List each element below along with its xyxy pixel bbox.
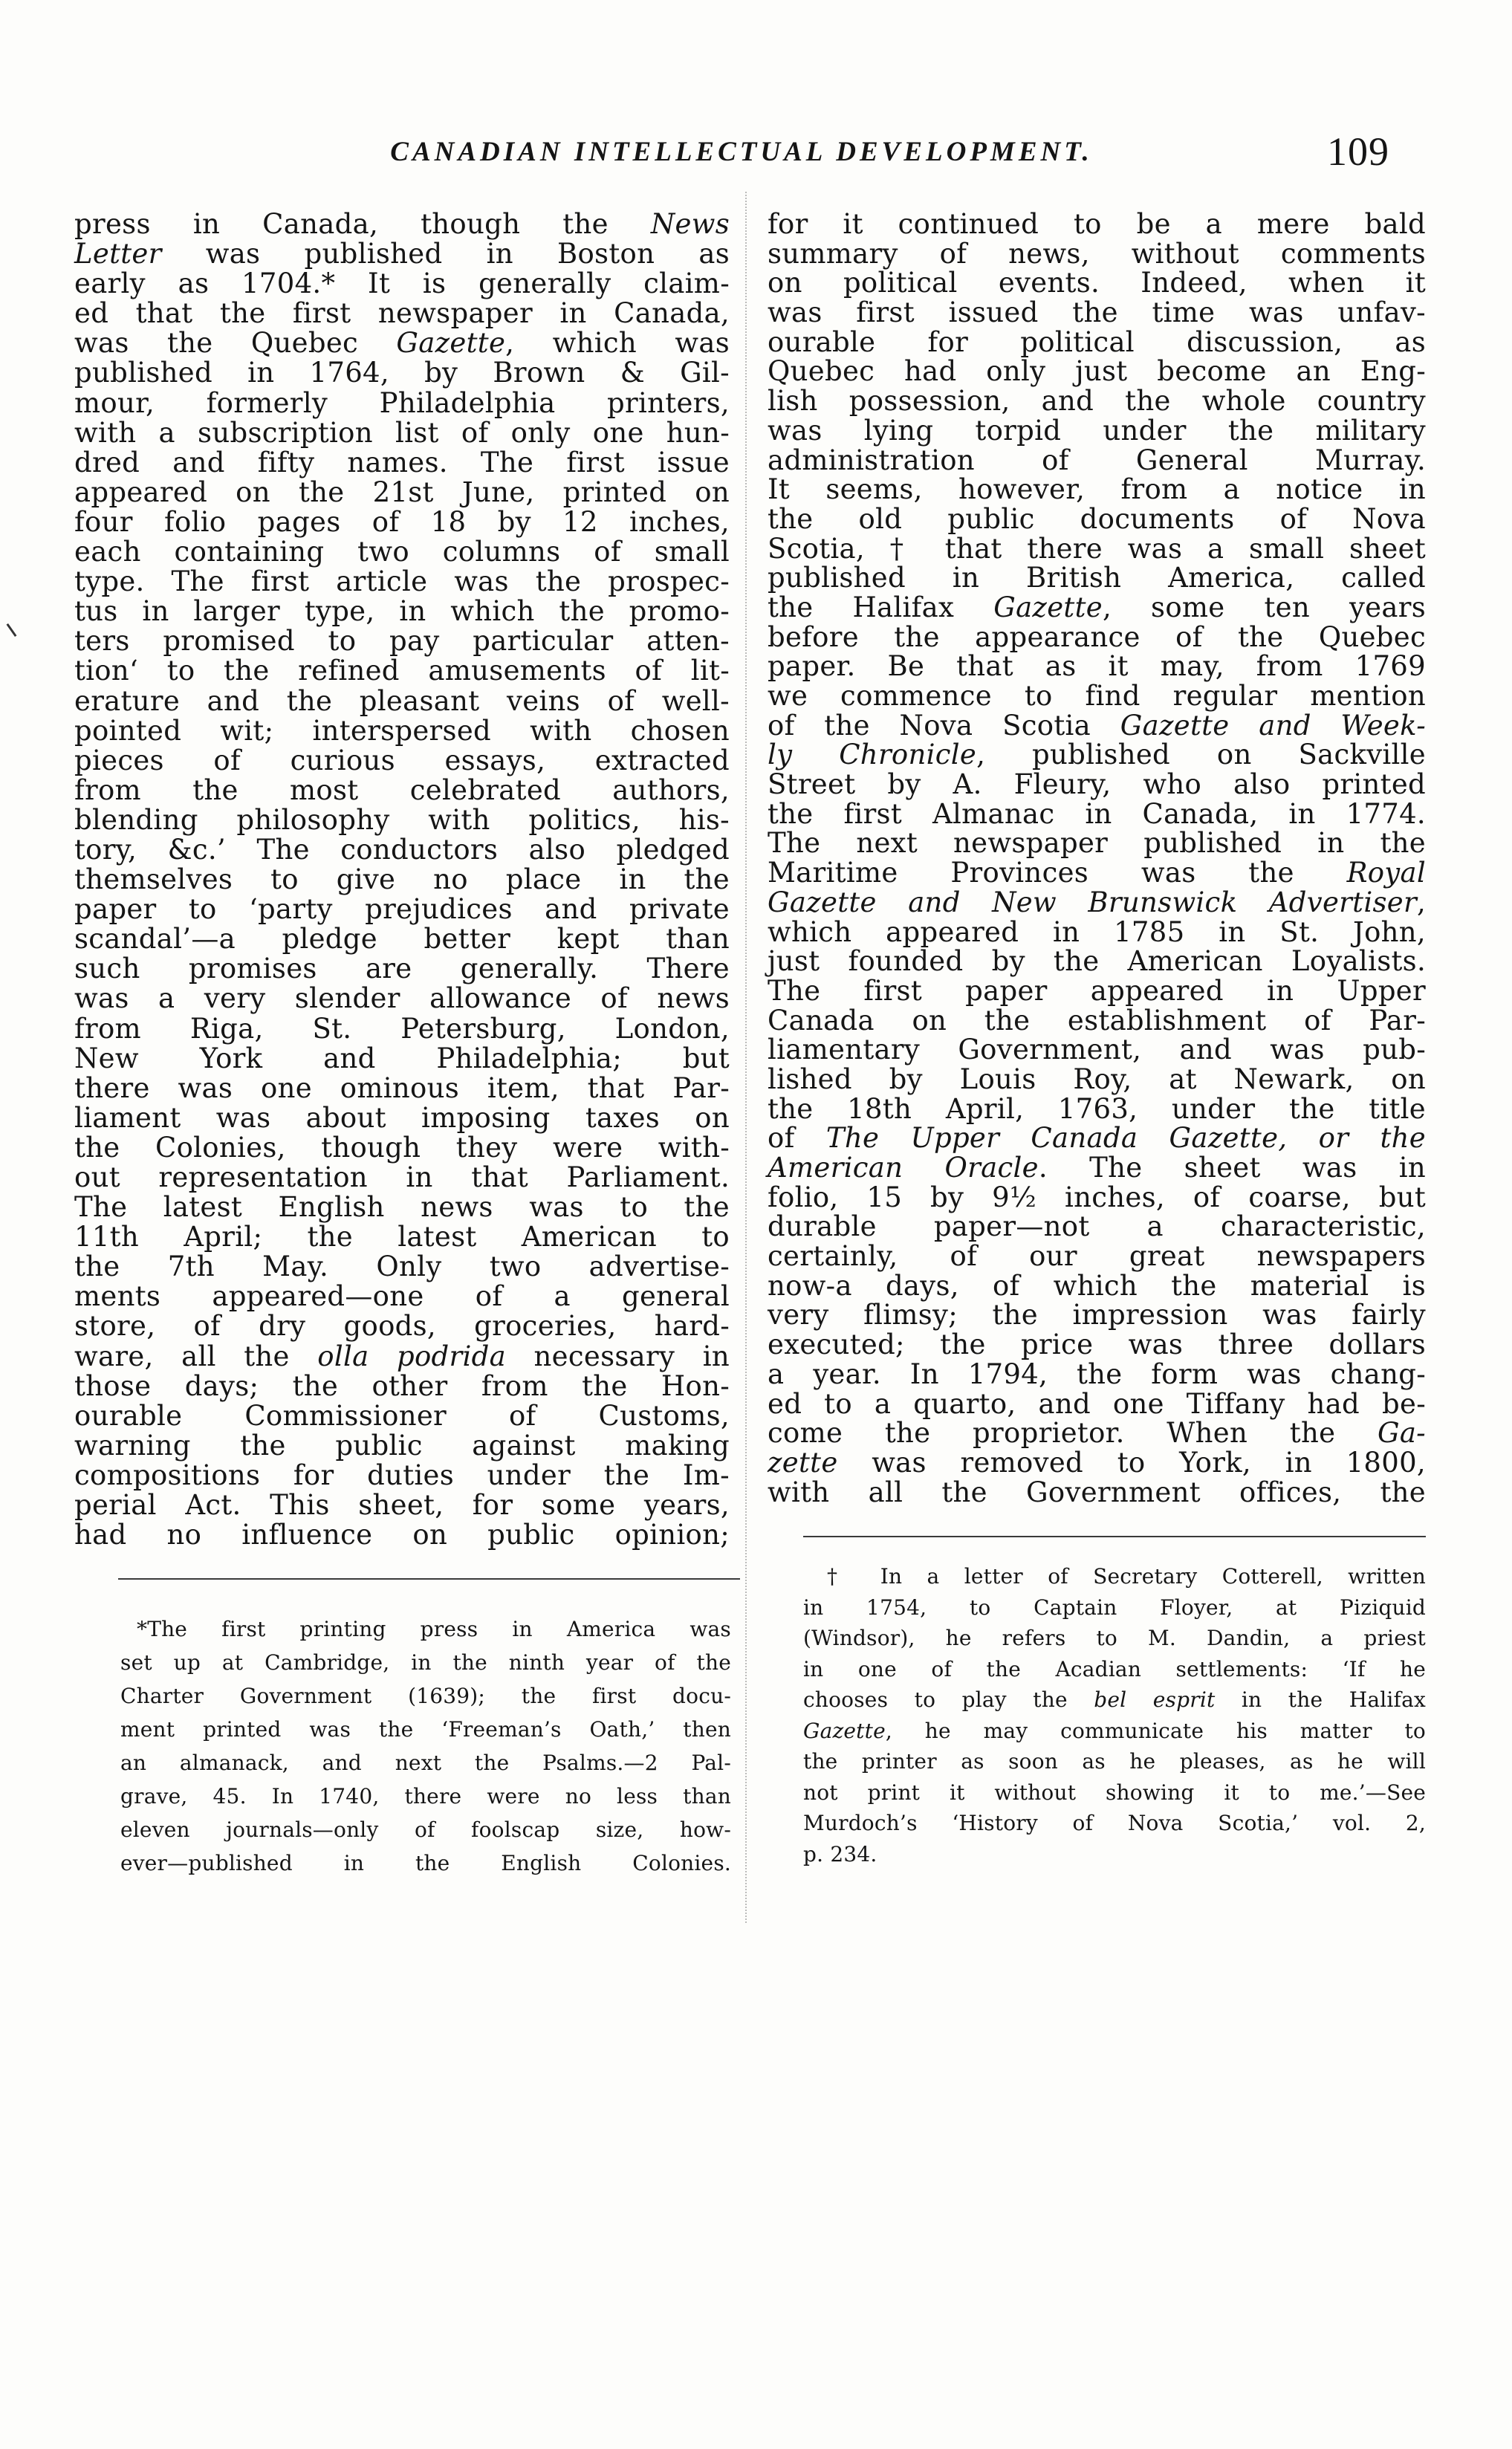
left-column-line: warning the public against making xyxy=(74,1429,730,1462)
right-column-line: was lying torpid under the military xyxy=(768,414,1426,447)
italic-text-run: American Oracle xyxy=(768,1152,1039,1184)
text-run: of the Nova Scotia xyxy=(768,709,1120,742)
text-run: necessary in xyxy=(506,1340,730,1372)
footnote-line: grave, 45. In 1740, there were no less than xyxy=(120,1784,731,1809)
text-run: , which was xyxy=(505,327,730,360)
text-run: come the proprietor. When the xyxy=(768,1417,1378,1450)
italic-text-run: Gazette xyxy=(993,591,1103,623)
right-column-line xyxy=(768,1153,1426,1183)
text-run: was the Quebec xyxy=(74,327,397,360)
text-run: press in Canada, though the xyxy=(74,208,651,240)
right-column-line: published in British America, called xyxy=(768,562,1426,594)
text-run: chooses to play the xyxy=(803,1687,1094,1712)
left-column-line: New York and Philadelphia; but xyxy=(74,1042,730,1074)
right-column-line xyxy=(768,740,1426,770)
footnote-line: the printer as soon as he pleases, as he will xyxy=(803,1749,1426,1774)
right-column-line: Canada on the establishment of Par- xyxy=(768,1004,1426,1037)
text-run: of xyxy=(768,1122,826,1155)
right-column-line: ourable for political discussion, as xyxy=(768,325,1426,358)
left-column-line: dred and fifty names. The first issue xyxy=(74,446,730,479)
right-column-line: with all the Government offices, the xyxy=(768,1476,1426,1508)
italic-text-run: Gazette xyxy=(803,1718,886,1743)
footnote-line: ever—published in the English Colonies. xyxy=(120,1851,731,1875)
left-column-line: from the most celebrated authors, xyxy=(74,773,730,806)
footnote-line: *The first printing press in America was xyxy=(137,1617,731,1641)
footnote-left xyxy=(120,1612,731,1880)
italic-text-run: zette xyxy=(768,1446,838,1479)
text-run: ware, all the xyxy=(74,1340,318,1372)
text-run: Maritime Provinces was the xyxy=(768,857,1347,889)
right-column-line: very flimsy; the impression was fairly xyxy=(768,1299,1426,1331)
right-column-line: The first paper appeared in Upper xyxy=(768,974,1426,1007)
running-head: CANADIAN INTELLECTUAL DEVELOPMENT. xyxy=(390,137,1093,167)
right-column-line: executed; the price was three dollars xyxy=(768,1329,1426,1361)
right-column-line: liamentary Government, and was pub- xyxy=(768,1034,1426,1066)
text-run: , some ten years xyxy=(1102,591,1426,623)
left-column-line: the Colonies, though they were with- xyxy=(74,1131,730,1164)
left-column-line: appeared on the 21st June, printed on xyxy=(74,476,730,508)
right-column-line: before the appearance of the Quebec xyxy=(768,620,1426,653)
text-run: , published on Sackville xyxy=(976,739,1426,771)
left-column-line: those days; the other from the Hon- xyxy=(74,1369,730,1402)
italic-text-run: Letter xyxy=(74,238,162,270)
left-column-line: such promises are generally. There xyxy=(74,953,730,985)
right-column-line: The next newspaper published in the xyxy=(768,827,1426,860)
italic-text-run: The Upper Canada Gazette, or the xyxy=(825,1122,1426,1155)
left-column-line: was a very slender allowance of news xyxy=(74,982,730,1015)
margin-mark xyxy=(7,623,17,637)
right-column-line xyxy=(768,888,1426,918)
text-run: . The sheet was in xyxy=(1038,1152,1426,1184)
left-column-line: pointed wit; interspersed with chosen xyxy=(74,714,730,747)
left-column-line: there was one ominous item, that Par- xyxy=(74,1071,730,1104)
text-run: the Halifax xyxy=(768,591,994,623)
italic-text-run: News xyxy=(650,208,730,240)
right-column-line: paper. Be that as it may, from 1769 xyxy=(768,650,1426,683)
left-column-line xyxy=(74,210,730,239)
right-column-line xyxy=(768,1448,1426,1478)
left-column-line: the 7th May. Only two advertise- xyxy=(74,1251,730,1283)
text-run: , xyxy=(1416,886,1426,918)
right-column-line: administration of General Murray. xyxy=(768,444,1426,476)
left-column-line: store, of dry goods, groceries, hard- xyxy=(74,1310,730,1343)
italic-text-run: Gazette and New Brunswick Advertiser xyxy=(768,886,1417,918)
italic-text-run: Gazette and Week- xyxy=(1120,709,1426,742)
right-column-line: just founded by the American Loyalists. xyxy=(768,945,1426,978)
left-column-line: had no influence on public opinion; xyxy=(74,1519,730,1551)
left-column-line: themselves to give no place in the xyxy=(74,863,730,896)
footnote-line: set up at Cambridge, in the ninth year of the xyxy=(120,1650,731,1675)
footnote-line: not print it without showing it to me.’—See xyxy=(803,1780,1426,1805)
right-column-line xyxy=(768,858,1426,888)
italic-text-run: Ga- xyxy=(1377,1417,1426,1450)
left-column-line: ments appeared—one of a general xyxy=(74,1280,730,1313)
footnote-line: ment printed was the ‘Freeman’s Oath,’ then xyxy=(120,1717,731,1742)
right-column-line xyxy=(768,593,1426,623)
left-column-line: blending philosophy with politics, his- xyxy=(74,803,730,836)
left-column-line: ters promised to pay particular atten- xyxy=(74,625,730,658)
right-column-line: the old public documents of Nova xyxy=(768,502,1426,535)
left-column-line xyxy=(74,239,730,269)
footnote-line: Murdoch’s ‘History of Nova Scotia,’ vol. 2, xyxy=(803,1811,1426,1835)
footnote-line: (Windsor), he refers to M. Dandin, a priest xyxy=(803,1626,1426,1650)
right-column-line: now-a days, of which the material is xyxy=(768,1269,1426,1302)
left-column-line: with a subscription list of only one hun- xyxy=(74,416,730,449)
right-column-line: a year. In 1794, the form was chang- xyxy=(768,1358,1426,1390)
footnote-line: † In a letter of Secretary Cotterell, written xyxy=(827,1564,1426,1589)
right-column-line xyxy=(768,1123,1426,1153)
footnote-line xyxy=(803,1716,1426,1747)
left-column-line xyxy=(74,1342,730,1372)
footnote-line: eleven journals—only of foolscap size, how- xyxy=(120,1817,731,1842)
page-number: 109 xyxy=(1327,129,1389,174)
italic-text-run: olla podrida xyxy=(317,1340,507,1372)
left-column-line: tion‘ to the refined amusements of lit- xyxy=(74,655,730,687)
left-column-line: type. The first article was the prospec- xyxy=(74,565,730,598)
left-column-line: out representation in that Parliament. xyxy=(74,1161,730,1193)
footnote-rule-right xyxy=(803,1536,1426,1537)
right-column-line: Quebec had only just become an Eng- xyxy=(768,355,1426,388)
right-column-line: durable paper—not a characteristic, xyxy=(768,1210,1426,1243)
left-column-line: published in 1764, by Brown & Gil- xyxy=(74,357,730,389)
right-column-line: the first Almanac in Canada, in 1774. xyxy=(768,797,1426,830)
left-column-line: tus in larger type, in which the promo- xyxy=(74,595,730,628)
right-column-line: Scotia, † that there was a small sheet xyxy=(768,532,1426,565)
left-column-line: four folio pages of 18 by 12 inches, xyxy=(74,505,730,538)
text-run: , he may communicate his matter to xyxy=(885,1718,1426,1743)
left-column-line xyxy=(74,328,730,358)
left-column-line: ed that the first newspaper in Canada, xyxy=(74,297,730,330)
right-column-line: on political events. Indeed, when it xyxy=(768,267,1426,299)
footnote-line: in one of the Acadian settlements: ‘If he xyxy=(803,1656,1426,1681)
right-column-line: which appeared in 1785 in St. John, xyxy=(768,915,1426,948)
footnote-line: p. 234. xyxy=(803,1841,877,1866)
footnote-line xyxy=(803,1684,1426,1716)
left-column-line: ourable Commissioner of Customs, xyxy=(74,1399,730,1432)
right-column-line: we commence to find regular mention xyxy=(768,680,1426,712)
left-column-line: perial Act. This sheet, for some years, xyxy=(74,1489,730,1522)
left-column-line: liament was about imposing taxes on xyxy=(74,1101,730,1134)
right-column-line: summary of news, without comments xyxy=(768,237,1426,270)
right-column-line: lished by Louis Roy, at Newark, on xyxy=(768,1063,1426,1095)
left-column-line: erature and the pleasant veins of well- xyxy=(74,684,730,717)
column-divider xyxy=(745,192,747,1923)
right-column-line: for it continued to be a mere bald xyxy=(768,208,1426,240)
left-column-line: compositions for duties under the Im- xyxy=(74,1459,730,1491)
left-column-line: from Riga, St. Petersburg, London, xyxy=(74,1012,730,1045)
italic-text-run: Gazette xyxy=(396,327,506,360)
right-column-line: folio, 15 by 9½ inches, of coarse, but xyxy=(768,1181,1426,1213)
text-run: was published in Boston as xyxy=(161,238,730,270)
italic-text-run: ly Chronicle xyxy=(768,739,977,771)
left-column-line: early as 1704.* It is generally claim- xyxy=(74,267,730,300)
left-column xyxy=(74,210,730,1550)
right-column-line: Street by A. Fleury, who also printed xyxy=(768,768,1426,801)
footnote-line: Charter Government (1639); the first docu- xyxy=(120,1684,731,1708)
left-column-line: pieces of curious essays, extracted xyxy=(74,744,730,776)
right-column-line xyxy=(768,1418,1426,1448)
right-column-line xyxy=(768,711,1426,741)
right-column-line: the 18th April, 1763, under the title xyxy=(768,1092,1426,1125)
right-column-line: certainly, of our great newspapers xyxy=(768,1240,1426,1273)
italic-text-run: Royal xyxy=(1346,857,1426,889)
left-column-line: The latest English news was to the xyxy=(74,1191,730,1224)
text-run: in the Halifax xyxy=(1215,1687,1426,1712)
right-column xyxy=(768,210,1426,1507)
footnote-right xyxy=(803,1561,1426,1869)
left-column-line: scandal’—a pledge better kept than xyxy=(74,923,730,956)
left-column-line: paper to ‘party prejudices and private xyxy=(74,893,730,926)
left-column-line: each containing two columns of small xyxy=(74,536,730,568)
footnote-line: in 1754, to Captain Floyer, at Piziquid xyxy=(803,1595,1426,1620)
right-column-line: It seems, however, from a notice in xyxy=(768,473,1426,506)
text-run: was removed to York, in 1800, xyxy=(837,1446,1426,1479)
right-column-line: was first issued the time was unfav- xyxy=(768,296,1426,329)
italic-text-run: bel esprit xyxy=(1094,1687,1216,1712)
left-column-line: 11th April; the latest American to xyxy=(74,1221,730,1253)
footnote-rule-left xyxy=(118,1578,740,1580)
footnote-line: an almanack, and next the Psalms.—2 Pal- xyxy=(120,1751,731,1775)
right-column-line: lish possession, and the whole country xyxy=(768,385,1426,418)
left-column-line: mour, formerly Philadelphia printers, xyxy=(74,386,730,419)
right-column-line: ed to a quarto, and one Tiffany had be- xyxy=(768,1387,1426,1420)
left-column-line: tory, &c.’ The conductors also pledged xyxy=(74,833,730,866)
